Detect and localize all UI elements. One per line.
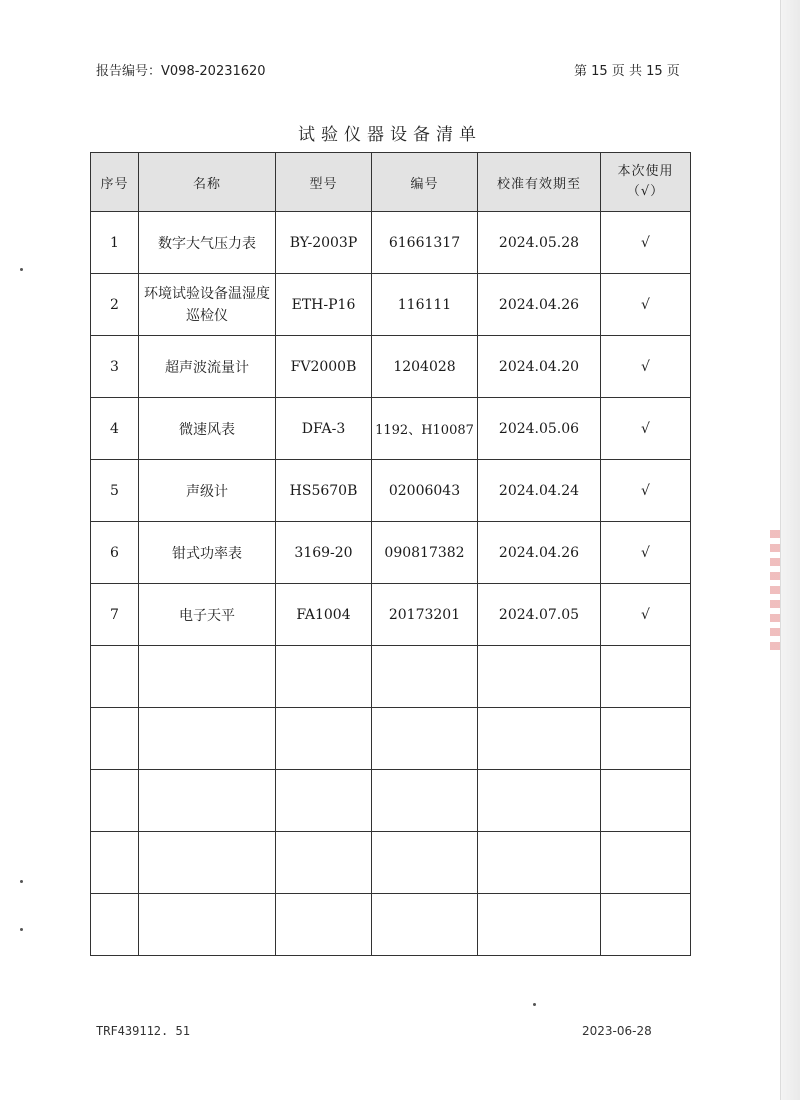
header-model: 型号	[276, 153, 372, 212]
cell-model: FA1004	[276, 584, 372, 646]
cell-used: √	[601, 336, 691, 398]
cell-model: HS5670B	[276, 460, 372, 522]
table-row	[91, 522, 691, 584]
cell-valid-until: 2024.04.20	[478, 336, 601, 398]
table-row	[91, 274, 691, 336]
page-title: 试验仪器设备清单	[298, 125, 482, 145]
table-row	[91, 584, 691, 646]
cell-serial: 090817382	[372, 522, 478, 584]
header-name: 名称	[139, 153, 276, 212]
cell-valid-until: 2024.05.06	[478, 398, 601, 460]
cell-valid-until: 2024.04.26	[478, 274, 601, 336]
cell-name: 超声波流量计	[139, 336, 276, 398]
cell-model: 3169-20	[276, 522, 372, 584]
header-used: 本次使用（√）	[601, 153, 691, 212]
cell-name: 环境试验设备温湿度巡检仪	[139, 274, 276, 336]
cell-model: FV2000B	[276, 336, 372, 398]
cell-no: 4	[91, 398, 139, 460]
table-row	[91, 398, 691, 460]
cell-name: 声级计	[139, 460, 276, 522]
cell-no: 6	[91, 522, 139, 584]
scan-speck	[20, 880, 23, 883]
table-header-row	[91, 153, 691, 212]
cell-serial: 61661317	[372, 212, 478, 274]
cell-valid-until: 2024.05.28	[478, 212, 601, 274]
empty-row	[91, 708, 691, 770]
table-row	[91, 336, 691, 398]
cell-used: √	[601, 212, 691, 274]
cell-name: 微速风表	[139, 398, 276, 460]
page-edge	[780, 0, 800, 1100]
cell-used: √	[601, 274, 691, 336]
cell-no: 2	[91, 274, 139, 336]
cell-no: 7	[91, 584, 139, 646]
header-serial: 编号	[372, 153, 478, 212]
table-row	[91, 460, 691, 522]
cell-no: 3	[91, 336, 139, 398]
cell-serial: 20173201	[372, 584, 478, 646]
footer-date: 2023-06-28	[582, 1024, 652, 1038]
cell-name: 电子天平	[139, 584, 276, 646]
form-code: TRF439112. 51	[96, 1024, 190, 1038]
empty-row	[91, 832, 691, 894]
page-info: 第 15 页 共 15 页	[574, 64, 680, 79]
cell-serial: 1192、H10087	[372, 398, 478, 460]
cell-used: √	[601, 522, 691, 584]
scan-speck	[20, 268, 23, 271]
cell-used: √	[601, 460, 691, 522]
table-row	[91, 212, 691, 274]
empty-row	[91, 646, 691, 708]
empty-row	[91, 770, 691, 832]
cell-model: BY-2003P	[276, 212, 372, 274]
cell-model: ETH-P16	[276, 274, 372, 336]
cell-no: 5	[91, 460, 139, 522]
report-number-label: 报告编号：	[96, 64, 162, 79]
cell-serial: 02006043	[372, 460, 478, 522]
cell-valid-until: 2024.07.05	[478, 584, 601, 646]
cell-name: 钳式功率表	[139, 522, 276, 584]
cell-used: √	[601, 584, 691, 646]
scan-speck	[20, 928, 23, 931]
cell-name: 数字大气压力表	[139, 212, 276, 274]
cell-serial: 116111	[372, 274, 478, 336]
cell-valid-until: 2024.04.24	[478, 460, 601, 522]
cell-no: 1	[91, 212, 139, 274]
equipment-table	[90, 152, 691, 956]
seal-stamp-edge	[770, 530, 780, 650]
report-number-value: V098-20231620	[161, 64, 266, 79]
scan-speck	[533, 1003, 536, 1006]
header-valid-until: 校准有效期至	[478, 153, 601, 212]
cell-serial: 1204028	[372, 336, 478, 398]
header-no: 序号	[91, 153, 139, 212]
cell-model: DFA-3	[276, 398, 372, 460]
empty-row	[91, 894, 691, 956]
cell-used: √	[601, 398, 691, 460]
report-number	[96, 60, 266, 79]
cell-valid-until: 2024.04.26	[478, 522, 601, 584]
